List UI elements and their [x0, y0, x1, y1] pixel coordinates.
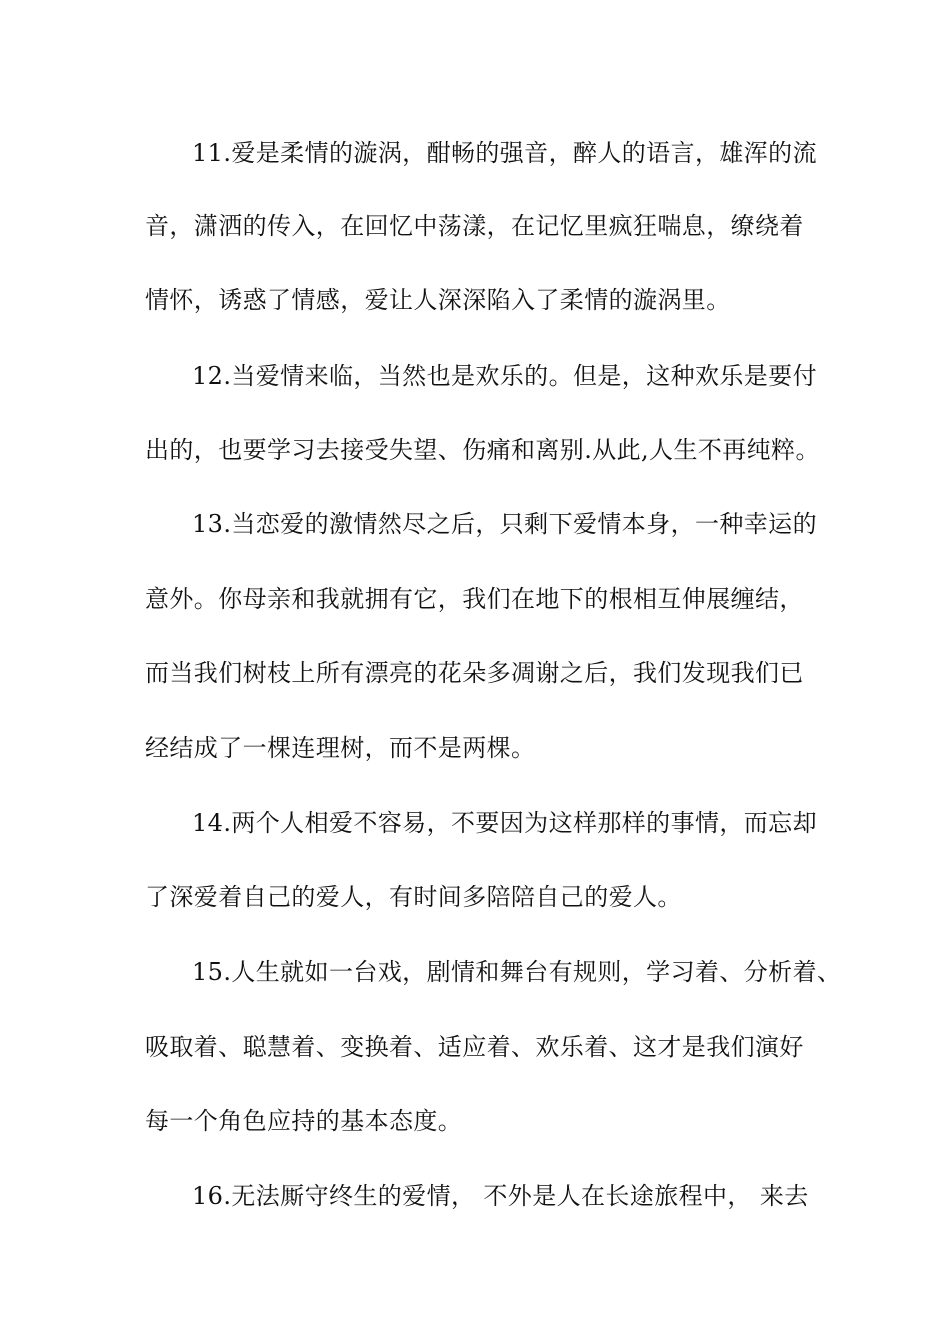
paragraph-11-line-3: 情怀，诱惑了情感，爱让人深深陷入了柔情的漩涡里。	[145, 286, 731, 314]
paragraph-12-line-1: 12.当爱情来临，当然也是欢乐的。但是，这种欢乐是要付	[192, 362, 817, 390]
paragraph-13-line-2: 意外。你母亲和我就拥有它，我们在地下的根相互伸展缠结，	[145, 585, 804, 613]
paragraph-15-line-1: 15.人生就如一台戏，剧情和舞台有规则，学习着、分析着、	[192, 958, 842, 986]
paragraph-13-line-4: 经结成了一棵连理树，而不是两棵。	[145, 734, 536, 762]
paragraph-14-line-1: 14.两个人相爱不容易，不要因为这样那样的事情，而忘却	[192, 809, 817, 837]
paragraph-11-line-2: 音，潇洒的传入，在回忆中荡漾，在记忆里疯狂喘息，缭绕着	[145, 212, 804, 240]
paragraph-12-line-2: 出的，也要学习去接受失望、伤痛和离别.从此,人生不再纯粹。	[145, 436, 820, 464]
paragraph-15-line-2: 吸取着、聪慧着、变换着、适应着、欢乐着、这才是我们演好	[145, 1033, 804, 1061]
paragraph-11-line-1: 11.爱是柔情的漩涡，酣畅的强音，醉人的语言，雄浑的流	[192, 139, 817, 167]
paragraph-14-line-2: 了深爱着自己的爱人，有时间多陪陪自己的爱人。	[145, 883, 682, 911]
paragraph-13-line-3: 而当我们树枝上所有漂亮的花朵多凋谢之后，我们发现我们已	[145, 659, 804, 687]
paragraph-13-line-1: 13.当恋爱的激情然尽之后，只剩下爱情本身，一种幸运的	[192, 510, 817, 538]
paragraph-15-line-3: 每一个角色应持的基本态度。	[145, 1107, 463, 1135]
paragraph-16-line-1: 16.无法厮守终生的爱情， 不外是人在长途旅程中， 来去	[192, 1182, 809, 1210]
